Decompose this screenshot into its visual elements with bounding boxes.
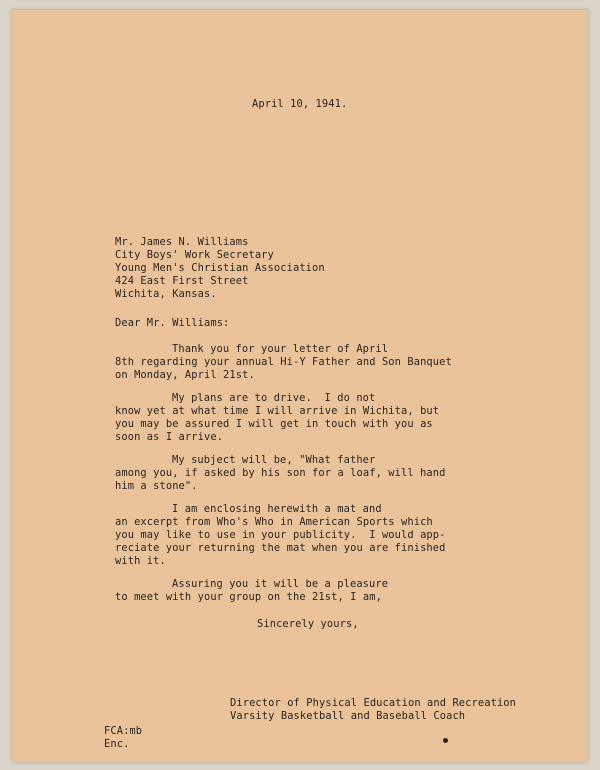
address-line-2: City Boys' Work Secretary (115, 249, 274, 261)
paragraph-2-line-1: My plans are to drive. I do not (172, 392, 376, 404)
paragraph-1-line-3: on Monday, April 21st. (115, 369, 255, 381)
ink-spot (443, 738, 448, 743)
paragraph-4-line-1: I am enclosing herewith a mat and (172, 503, 382, 515)
signature-title-2: Varsity Basketball and Baseball Coach (230, 710, 466, 722)
signature-title-1: Director of Physical Education and Recreation (230, 697, 517, 709)
salutation: Dear Mr. Williams: (115, 317, 230, 329)
address-line-5: Wichita, Kansas. (115, 288, 217, 300)
paragraph-2-line-4: soon as I arrive. (115, 431, 224, 443)
enclosure-note: Enc. (104, 738, 130, 750)
paragraph-4-line-2: an excerpt from Who's Who in American Sports which (115, 516, 433, 528)
address-line-4: 424 East First Street (115, 275, 249, 287)
paragraph-4-line-4: reciate your returning the mat when you are finished (115, 542, 446, 554)
letter-date: April 10, 1941. (252, 98, 348, 110)
paragraph-3-line-2: among you, if asked by his son for a loaf, will hand (115, 467, 446, 479)
paragraph-5-line-2: to meet with your group on the 21st, I am, (115, 591, 382, 603)
paragraph-3-line-1: My subject will be, "What father (172, 454, 376, 466)
paragraph-3-line-3: him a stone". (115, 480, 198, 492)
paragraph-4-line-5: with it. (115, 555, 166, 567)
address-line-1: Mr. James N. Williams (115, 236, 249, 248)
paragraph-2-line-2: know yet at what time I will arrive in Wichita, but (115, 405, 440, 417)
letter-page (12, 10, 588, 762)
paragraph-5-line-1: Assuring you it will be a pleasure (172, 578, 389, 590)
closing: Sincerely yours, (257, 618, 359, 630)
paragraph-1-line-1: Thank you for your letter of April (172, 343, 389, 355)
address-line-3: Young Men's Christian Association (115, 262, 325, 274)
paragraph-4-line-3: you may like to use in your publicity. I would app- (115, 529, 446, 541)
paragraph-1-line-2: 8th regarding your annual Hi-Y Father and Son Banquet (115, 356, 452, 368)
paragraph-2-line-3: you may be assured I will get in touch with you as (115, 418, 433, 430)
reference-initials: FCA:mb (104, 725, 143, 737)
